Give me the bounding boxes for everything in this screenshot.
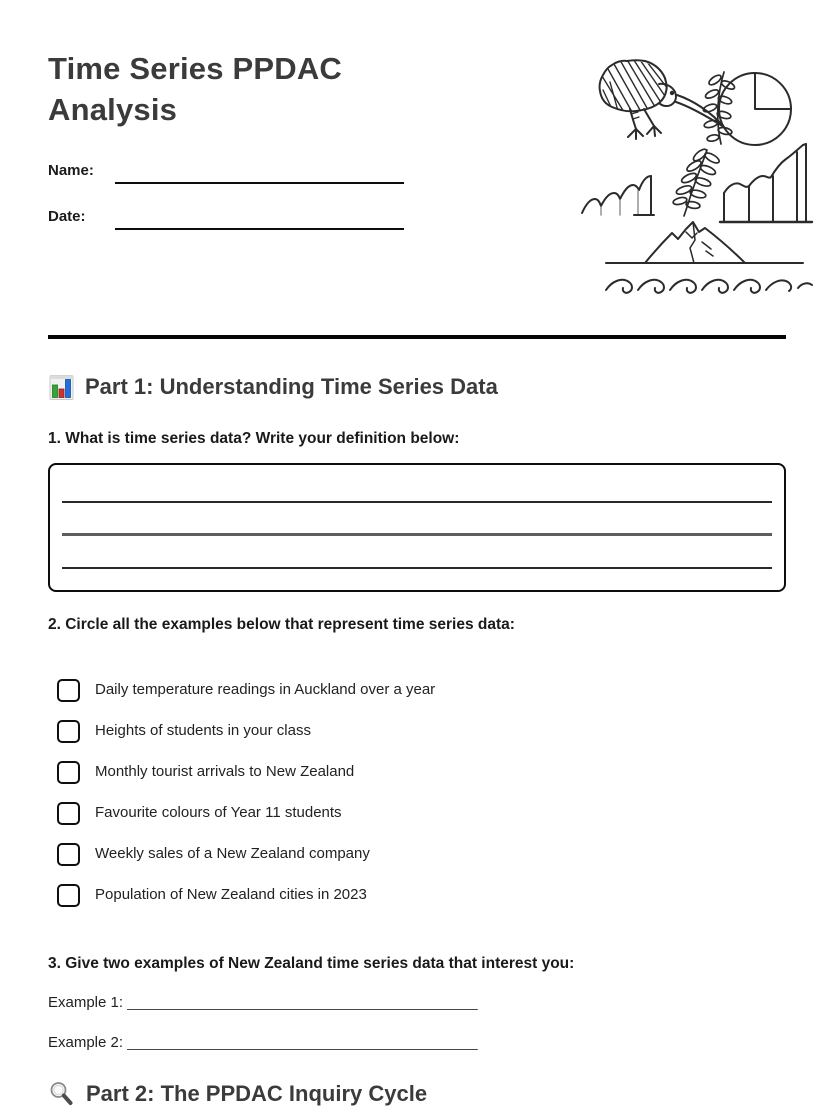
question-3: 3. Give two examples of New Zealand time series data that interest you:: [48, 955, 575, 972]
question-1: 1. What is time series data? Write your definition below:: [48, 430, 460, 447]
mountain-sketch: [606, 222, 803, 263]
option-checkbox[interactable]: [57, 720, 80, 743]
option-label: Heights of students in your class: [95, 722, 311, 739]
option-label: Daily temperature readings in Auckland over a year: [95, 681, 436, 698]
example-1-label: Example 1:: [48, 994, 124, 1011]
option-row: [57, 842, 786, 866]
option-label: Monthly tourist arrivals to New Zealand: [95, 763, 355, 780]
page-title: Time Series PPDAC Analysis: [48, 51, 343, 127]
options-list: [48, 678, 786, 907]
part2-heading: [48, 1079, 786, 1109]
example-2-blank[interactable]: __________________________________________: [127, 1034, 478, 1051]
example-1-row: [48, 994, 786, 1012]
date-write-line[interactable]: [115, 228, 404, 230]
option-row: [57, 883, 786, 907]
option-row: [57, 760, 786, 784]
waves-sketch: [606, 280, 812, 293]
name-write-line[interactable]: [115, 182, 404, 184]
example-1-blank[interactable]: __________________________________________: [127, 994, 478, 1011]
example-2-label: Example 2:: [48, 1034, 124, 1051]
definition-answer-box[interactable]: [48, 463, 786, 592]
fern-frond: [672, 147, 720, 216]
name-label: Name:: [48, 162, 94, 179]
answer-rule-line-3: [62, 567, 772, 569]
option-checkbox[interactable]: [57, 679, 80, 702]
option-checkbox[interactable]: [57, 761, 80, 784]
option-checkbox[interactable]: [57, 802, 80, 825]
option-row: [57, 719, 786, 743]
part1-heading: [48, 372, 786, 402]
section-divider: [48, 335, 786, 339]
answer-rule-line-1: [62, 501, 772, 503]
magnifying-glass-emoji-icon: [48, 1080, 76, 1108]
option-label: Weekly sales of a New Zealand company: [95, 845, 370, 862]
option-row: [57, 801, 786, 825]
question-2: 2. Circle all the examples below that represent time series data:: [48, 616, 515, 633]
line-chart-sketch: [582, 176, 654, 215]
date-label: Date:: [48, 208, 86, 225]
nz-data-illustration: [572, 52, 822, 304]
document-header: [48, 0, 786, 230]
bar-chart-emoji-icon: [48, 374, 75, 401]
option-label: Favourite colours of Year 11 students: [95, 804, 342, 821]
option-row: [57, 678, 786, 702]
option-checkbox[interactable]: [57, 843, 80, 866]
bar-chart-sketch: [720, 144, 812, 222]
example-2-row: [48, 1034, 786, 1052]
part1-heading-text: Part 1: Understanding Time Series Data: [85, 374, 498, 399]
option-label: Population of New Zealand cities in 2023: [95, 886, 367, 903]
part2-heading-text: Part 2: The PPDAC Inquiry Cycle: [86, 1081, 428, 1106]
answer-rule-line-2: [62, 533, 772, 536]
option-checkbox[interactable]: [57, 884, 80, 907]
